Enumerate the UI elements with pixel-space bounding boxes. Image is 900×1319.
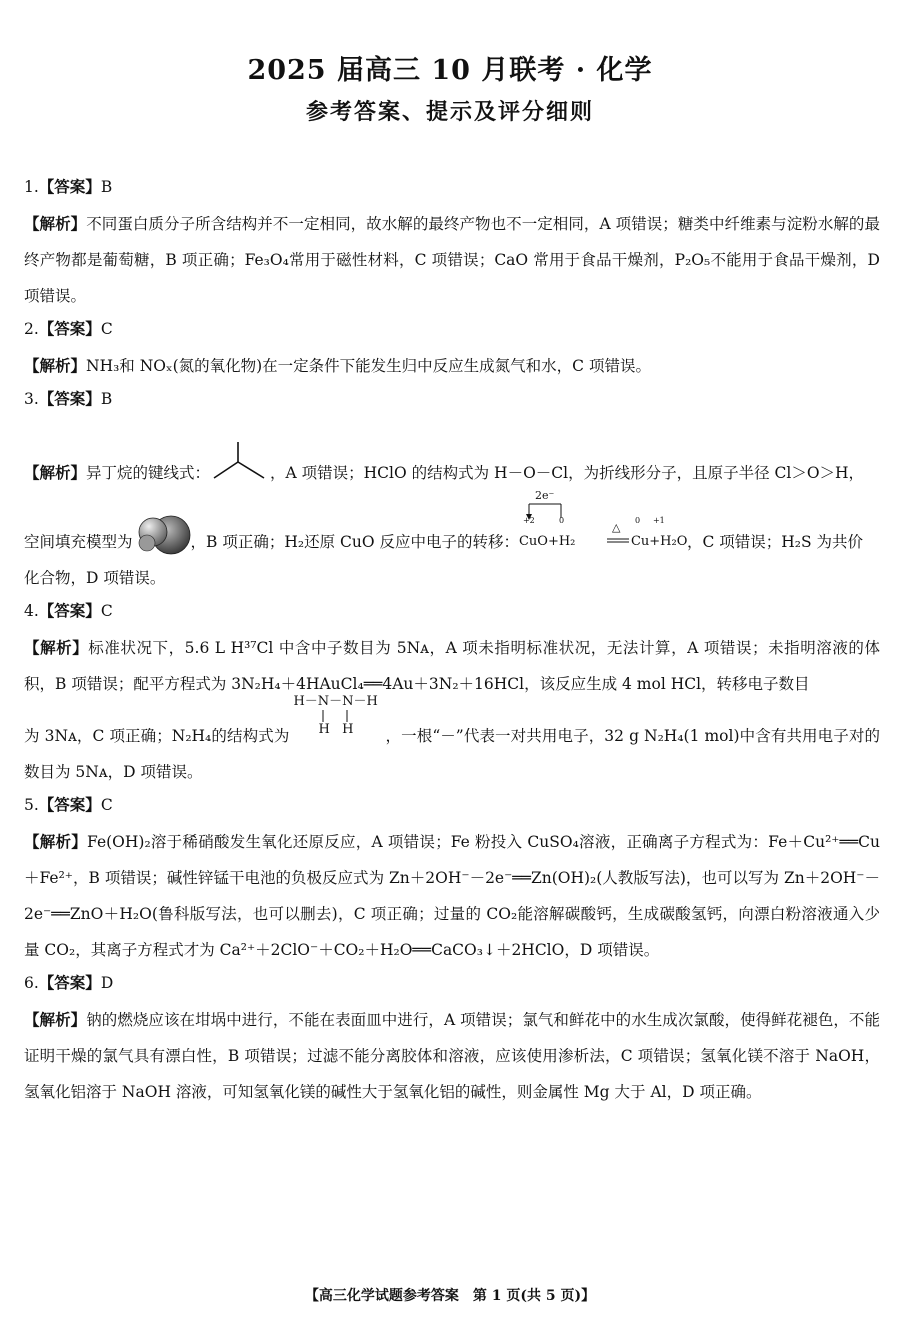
oxidation-state-cu-right: 0 xyxy=(634,516,641,525)
analysis-text: 钠的燃烧应该在坩埚中进行，不能在表面皿中进行，A 项错误；氯气和鲜花中的水生成次氯酸，使得鲜花褪色，不能证明干燥的氯气具有漂白性，B 项错误；过滤不能分离胶体和溶液，应该使用渗析法，C 项错误；氢氧化镁不溶于 NaOH，氢氧化铝溶于 NaOH 溶液，可知氢氧化镁的碱性大于氢氧化铝的碱性，则金属性 Mg 大于 Al，D 项正确。 xyxy=(24,1011,880,1101)
analysis-label: 【解析】 xyxy=(24,214,87,233)
n2h4-structural-formula xyxy=(289,694,385,754)
answer-label: 【答案】 xyxy=(38,973,101,992)
question-number: 4. xyxy=(24,602,39,620)
analysis-label: 【解析】 xyxy=(24,638,89,657)
page-subtitle: 参考答案、提示及评分细则 xyxy=(305,99,594,125)
answer-label: 【答案】 xyxy=(38,177,101,196)
analysis-text: 异丁烷的键线式： xyxy=(86,464,211,482)
analysis-text: NH₃和 NOₓ(氮的氧化物)在一定条件下能发生归中反应生成氮气和水，C 项错误。 xyxy=(86,357,651,375)
reactants: CuO+H₂ xyxy=(518,534,576,549)
answer-line xyxy=(24,174,880,204)
analysis-label: 【解析】 xyxy=(24,832,88,851)
question-number: 1. xyxy=(24,178,39,196)
analysis-text: 为 3Nᴀ，C 项正确；N₂H₄的结构式为 xyxy=(24,727,290,745)
analysis-text: ，A 项错误；HClO 的结构式为 H－O－Cl，为折线形分子，且原子半径 Cl＞O＞H， xyxy=(270,464,865,482)
analysis-paragraph xyxy=(24,206,880,314)
question-number: 5. xyxy=(24,796,39,814)
electron-transfer-equation xyxy=(518,489,688,560)
hclo-space-filling-model xyxy=(133,513,191,557)
question-3 xyxy=(24,386,880,596)
analysis-paragraph xyxy=(24,348,880,384)
answer-line xyxy=(24,598,880,628)
question-6 xyxy=(24,970,880,1110)
answer-line xyxy=(24,792,880,822)
answer-label: 【答案】 xyxy=(38,319,101,338)
analysis-paragraph xyxy=(24,630,880,790)
analysis-text: 不同蛋白质分子所含结构并不一定相同，故水解的最终产物也不一定相同，A 项错误；糖类中纤维素与淀粉水解的最终产物都是葡萄糖，B 项正确；Fe₃O₄常用于磁性材料，C 项错误；CaO 常用于食品干燥剂，P₂O₅不能用于食品干燥剂，D 项错误。 xyxy=(24,215,880,305)
answer-line xyxy=(24,970,880,1000)
page-title: 2025 届高三 10 月联考 · 化学 xyxy=(247,55,653,86)
structure-bottom-row: H H xyxy=(318,722,354,737)
answer-list xyxy=(24,174,880,1112)
analysis-paragraph xyxy=(24,1002,880,1110)
analysis-text: Fe(OH)₂溶于稀硝酸发生氧化还原反应，A 项错误；Fe 粉投入 CuSO₄溶液，正确离子方程式为：Fe＋Cu²⁺══Cu＋Fe²⁺，B 项错误；碱性锌锰干电池的负极反应式为 Zn＋2OH⁻－2e⁻══Zn(OH)₂(人教版写法)，也可以写为 Zn＋2OH⁻－2e⁻══ZnO＋H₂O(鲁科版写法，也可以删去)，C 项正确；过量的 CO₂能溶解碳酸钙，生成碳酸氢钙，向漂白粉溶液通入少量 CO₂，其离子方程式才为 Ca²⁺＋2ClO⁻＋CO₂＋H₂O══CaCO₃↓＋2HClO，D 项错误。 xyxy=(24,833,880,959)
analysis-text: 化合物，D 项错误。 xyxy=(24,569,166,587)
heat-condition: △ xyxy=(611,521,621,534)
oxidation-state-cu-left: +2 xyxy=(522,516,535,525)
answer-value: C xyxy=(100,796,113,814)
oxidation-state-h-right: +1 xyxy=(652,516,665,525)
answer-value: B xyxy=(100,390,113,408)
question-2 xyxy=(24,316,880,384)
oxidation-state-h-left: 0 xyxy=(558,516,565,525)
question-number: 2. xyxy=(24,320,39,338)
analysis-text: 标准状况下，5.6 L H³⁷Cl 中含中子数目为 5Nᴀ，A 项未指明标准状况，无法计算，A 项错误；未指明溶液的体积，B 项错误；配平方程式为 3N₂H₄＋4HAuCl₄══4Au＋3N₂＋16HCl，该反应生成 4 mol HCl，转移电子数目 xyxy=(24,639,880,693)
analysis-label: 【解析】 xyxy=(24,463,87,482)
question-number: 6. xyxy=(24,974,39,992)
answer-value: D xyxy=(100,974,114,992)
answer-line xyxy=(24,316,880,346)
answer-value: B xyxy=(100,178,113,196)
page-footer: 【高三化学试题参考答案 第 1 页(共 5 页)】 xyxy=(304,1288,596,1304)
answer-line xyxy=(24,386,880,416)
answer-value: C xyxy=(100,320,113,338)
structure-top-row: H－N－N－H xyxy=(293,694,378,709)
answer-label: 【答案】 xyxy=(38,601,101,620)
isobutane-skeletal-formula xyxy=(210,438,270,486)
answer-label: 【答案】 xyxy=(38,389,101,408)
products: Cu+H₂O xyxy=(630,534,688,549)
analysis-paragraph xyxy=(24,418,880,596)
question-5 xyxy=(24,792,880,968)
answer-label: 【答案】 xyxy=(38,795,101,814)
analysis-text: ，一根“－”代表一对共用电子，32 g N₂H₄(1 mol)中含有共用电子对的数目为 5Nᴀ，D 项错误。 xyxy=(24,727,880,781)
analysis-label: 【解析】 xyxy=(24,356,87,375)
analysis-label: 【解析】 xyxy=(24,1010,87,1029)
question-1 xyxy=(24,174,880,314)
electron-count: 2e⁻ xyxy=(534,489,555,502)
analysis-text: 空间填充模型为 xyxy=(24,533,133,551)
question-number: 3. xyxy=(24,390,39,408)
analysis-text: ，B 项正确；H₂还原 CuO 反应中电子的转移： xyxy=(190,533,519,551)
question-4 xyxy=(24,598,880,790)
answer-value: C xyxy=(100,602,113,620)
analysis-paragraph xyxy=(24,824,880,968)
analysis-text: ，C 项错误；H₂S 为共价 xyxy=(686,533,864,551)
